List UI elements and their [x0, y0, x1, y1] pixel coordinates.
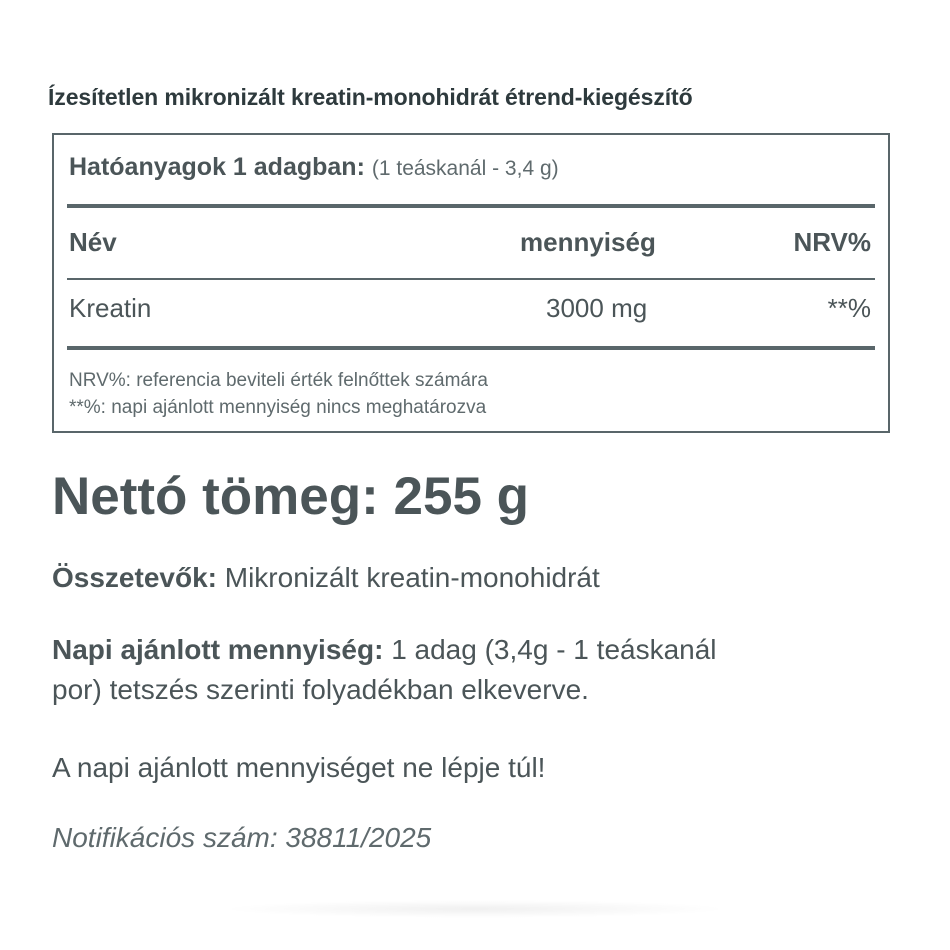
header-amount: mennyiség: [520, 227, 656, 257]
footnotes: [69, 367, 488, 421]
dose-warning: A napi ajánlott mennyiséget ne lépje túl!: [52, 752, 546, 783]
row-name: Kreatin: [69, 293, 152, 323]
divider-thick: [67, 204, 875, 208]
footnote-nrv: NRV%: referencia beviteli érték felnőttek számára: [69, 370, 488, 391]
notification-number: Notifikációs szám: 38811/2025: [52, 822, 432, 853]
divider-thick-bottom: [67, 346, 875, 350]
daily-dose: [52, 630, 717, 710]
ingredients-label: Összetevők:: [52, 562, 217, 593]
row-amount: 3000 mg: [546, 293, 648, 323]
serving-size: (1 teáskanál - 3,4 g): [371, 157, 559, 180]
serving-line: [69, 153, 559, 182]
net-weight: Nettó tömeg: 255 g: [52, 467, 530, 526]
row-nrv: **%: [827, 293, 871, 323]
ingredients: [52, 558, 600, 598]
divider-thin: [67, 278, 875, 280]
header-name: Név: [69, 227, 117, 257]
daily-dose-label: Napi ajánlott mennyiség:: [52, 634, 384, 665]
daily-dose-line1: 1 adag (3,4g - 1 teáskanál: [391, 634, 717, 665]
daily-dose-line2: por) tetszés szerinti folyadékban elkeverve.: [52, 674, 589, 705]
product-title: Ízesítetlen mikronizált kreatin-monohidrát étrend-kiegészítő: [48, 84, 693, 110]
ingredients-value: Mikronizált kreatin-monohidrát: [224, 562, 600, 593]
drop-shadow: [220, 900, 730, 918]
footnote-undefined: **%: napi ajánlott mennyiség nincs meghatározva: [69, 397, 487, 418]
serving-label: Hatóanyagok 1 adagban:: [69, 153, 365, 181]
header-nrv: NRV%: [793, 227, 871, 257]
supplement-facts-box: [52, 133, 890, 433]
